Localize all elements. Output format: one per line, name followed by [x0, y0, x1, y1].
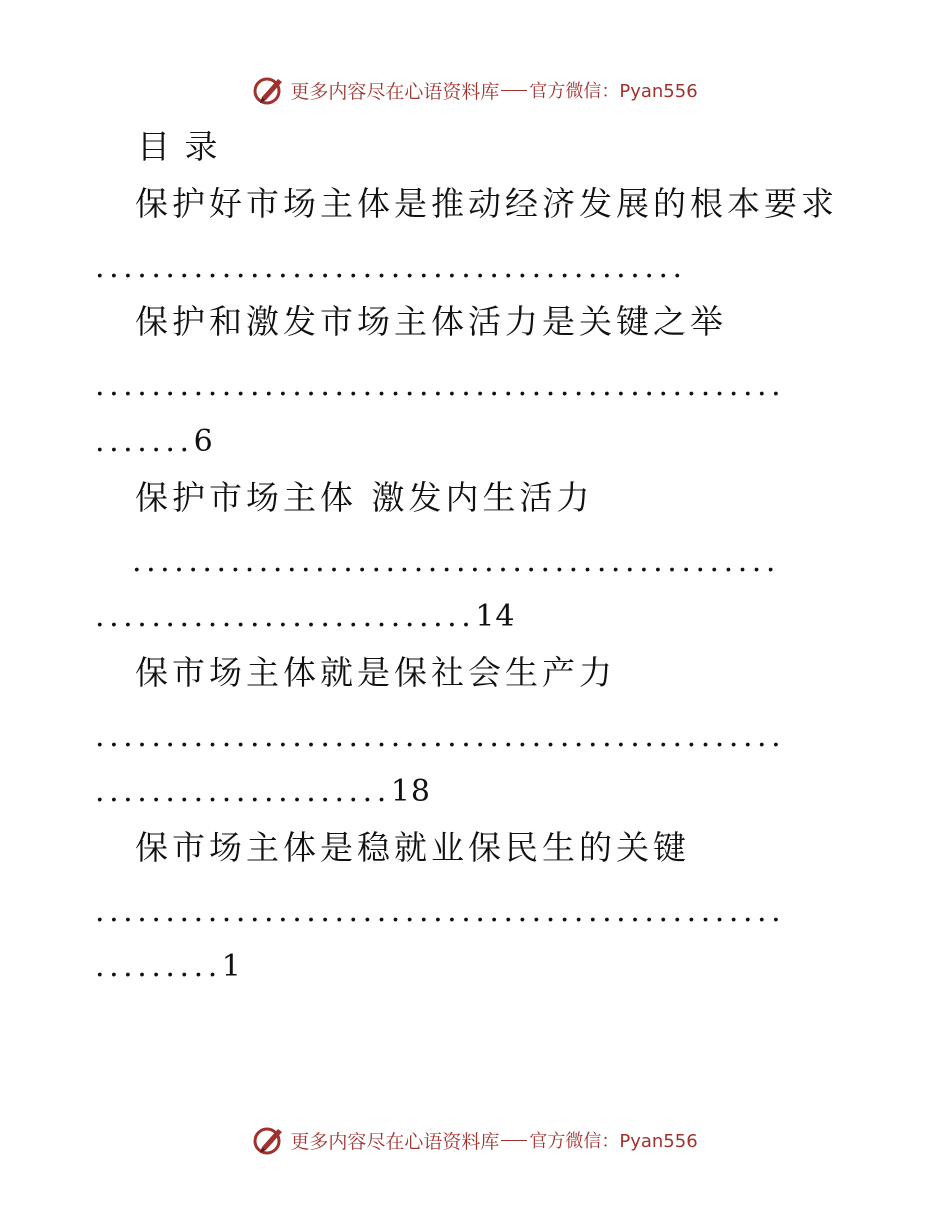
footer-banner [0, 1120, 950, 1160]
toc-entry-leader: ................................................. [95, 719, 786, 754]
header-brand-text: 更多内容尽在心语资料库 [290, 80, 500, 103]
header-wechat-text: 官方微信：Pyan556 [529, 81, 698, 102]
toc-entry-leader-dots: ......... [95, 949, 222, 984]
toc-entry-leader: ................................................. [95, 368, 786, 403]
toc-entry-leader: ................................................. [95, 894, 786, 929]
toc-entry-title[interactable]: 保护市场主体 激发内生活力 [135, 478, 594, 517]
footer-wechat-text: 官方微信：Pyan556 [529, 1131, 698, 1152]
toc-entry-leader: .......................................... [95, 250, 687, 285]
toc-entry-leader [95, 772, 431, 812]
toc-entry-leader [95, 947, 242, 987]
toc-entry-leader: .............................................. [132, 544, 780, 579]
toc-entry-title[interactable]: 保护和激发市场主体活力是关键之举 [135, 302, 727, 341]
toc-entry-leader-dots: ..................... [95, 774, 391, 809]
toc-entry-page: 14 [475, 599, 516, 634]
toc-entry-leader [95, 597, 516, 637]
toc-entry-page: 6 [193, 424, 214, 459]
toc-entry-leader-dots: ....... [95, 424, 194, 459]
toc-entry-leader [95, 422, 214, 462]
toc-entry-title[interactable]: 保护好市场主体是推动经济发展的根本要求 [135, 184, 838, 223]
toc-entry-page: 1 [221, 949, 242, 984]
toc-entry-page: 18 [390, 774, 431, 809]
toc-entry-leader-dots: ........................... [95, 599, 476, 634]
footer-brand-text: 更多内容尽在心语资料库 [290, 1130, 500, 1153]
toc-title: 目 录 [137, 127, 220, 166]
pen-logo-icon [252, 1123, 286, 1157]
toc-entry-title[interactable]: 保市场主体就是保社会生产力 [135, 653, 616, 692]
footer-separator [501, 1140, 527, 1141]
toc-entry-title[interactable]: 保市场主体是稳就业保民生的关键 [135, 828, 690, 867]
